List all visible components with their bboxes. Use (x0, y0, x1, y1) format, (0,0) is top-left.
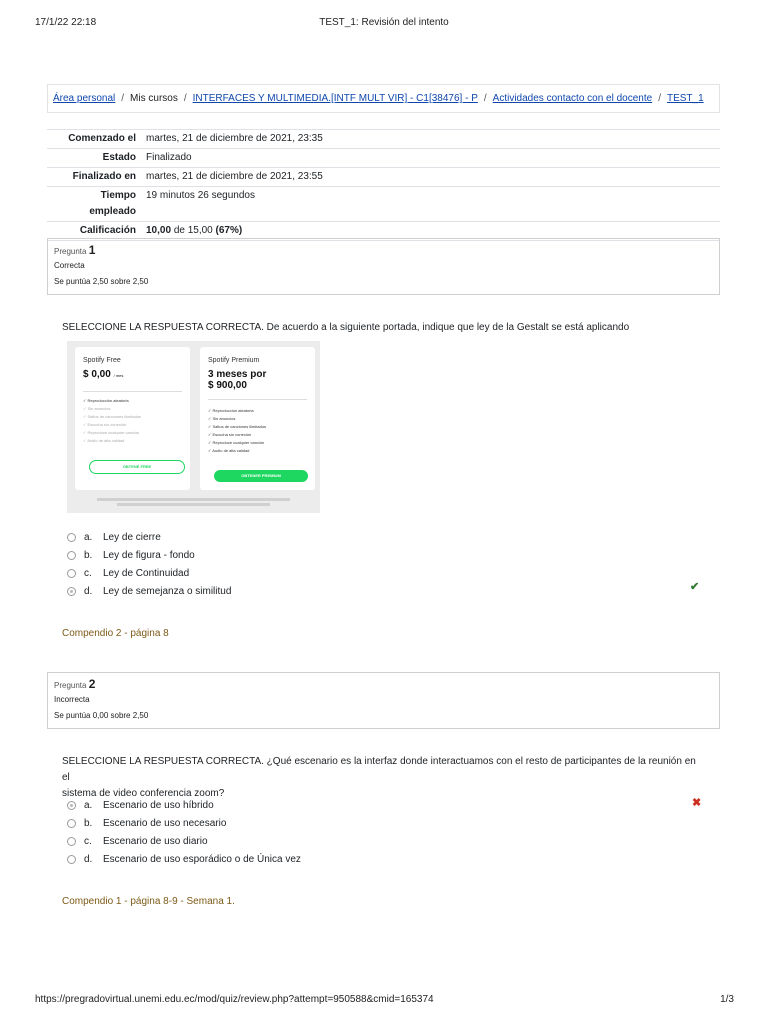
answer-options-2 (67, 796, 301, 868)
question-status: Correcta (54, 261, 85, 270)
question-feedback-2: Compendio 1 - página 8-9 - Semana 1. (62, 896, 235, 907)
breadcrumb-separator: / (183, 93, 187, 104)
option-text: Escenario de uso necesario (103, 817, 227, 829)
breadcrumb-my-courses: Mis cursos (130, 93, 178, 104)
print-header (0, 17, 768, 31)
check-icon: ✔ (690, 581, 700, 593)
option-text: Escenario de uso híbrido (103, 799, 214, 811)
print-date: 17/1/22 22:18 (35, 17, 97, 28)
feature-item: ✓ Sin anuncios (83, 405, 141, 413)
get-free-button: OBTENÉ FREE (89, 460, 185, 474)
image-fine-print-decoration (87, 496, 300, 508)
feature-item: ✓ Audio de alta calidad (208, 447, 266, 455)
card-divider (208, 399, 307, 400)
question-score: Se puntúa 2,50 sobre 2,50 (54, 277, 149, 286)
question-score: Se puntúa 0,00 sobre 2,50 (54, 711, 149, 720)
summary-value: martes, 21 de diciembre de 2021, 23:35 (146, 133, 323, 144)
answer-option[interactable] (67, 546, 231, 564)
option-letter: b. (84, 549, 93, 561)
grade-of: de 15,00 (173, 225, 213, 236)
breadcrumb-home-link[interactable]: Área personal (53, 93, 116, 104)
price-line: 3 meses por (208, 369, 267, 380)
question-text-line: sistema de video conferencia zoom? (62, 788, 225, 799)
summary-label: Finalizado en (72, 171, 136, 182)
summary-value (146, 223, 242, 239)
question-prefix: Pregunta (54, 247, 87, 256)
summary-label-line: Tiempo (100, 190, 136, 201)
answer-option[interactable] (67, 832, 301, 850)
spotify-premium-card (200, 347, 315, 490)
summary-label: Calificación (79, 225, 136, 236)
breadcrumb-section-link[interactable]: Actividades contacto con el docente (492, 93, 653, 104)
radio-button[interactable] (67, 819, 76, 828)
summary-row-finished (47, 168, 720, 187)
radio-button[interactable] (67, 569, 76, 578)
question-prefix: Pregunta (54, 681, 87, 690)
cross-icon: ✖ (692, 797, 702, 809)
grade-percent: (67%) (215, 225, 243, 236)
option-letter: c. (84, 567, 92, 579)
summary-label: Estado (102, 152, 136, 163)
radio-button-selected[interactable] (67, 801, 76, 810)
option-letter: d. (84, 853, 93, 865)
summary-row-started (47, 130, 720, 149)
answer-option[interactable] (67, 850, 301, 868)
grade-score: 10,00 (146, 225, 172, 236)
question-text-2 (62, 754, 702, 802)
price-line: $ 900,00 (208, 380, 247, 391)
breadcrumb-quiz-link[interactable]: TEST_1 (666, 93, 704, 104)
summary-value: 19 minutos 26 segundos (146, 190, 255, 201)
feature-item: ✓ Reproducción aleatoria (208, 407, 266, 415)
price-value: $ 0,00 (83, 369, 111, 380)
option-letter: a. (84, 799, 93, 811)
option-text: Ley de Continuidad (103, 567, 190, 579)
radio-button-selected[interactable] (67, 587, 76, 596)
option-letter: a. (84, 531, 93, 543)
question-number-value: 1 (88, 243, 96, 257)
feature-item: ✓ Reproduce cualquier canción (83, 429, 141, 437)
question-number-value: 2 (88, 677, 96, 691)
feature-item: ✓ Audio de alta calidad (83, 437, 141, 445)
plan-price (83, 369, 123, 381)
answer-option-selected[interactable] (67, 796, 301, 814)
feature-item: ✓ Escucha sin conexión (208, 431, 266, 439)
answer-options-1 (67, 528, 231, 600)
answer-option[interactable] (67, 564, 231, 582)
option-text: Ley de cierre (103, 531, 161, 543)
plan-name: Spotify Premium (208, 357, 260, 364)
option-letter: d. (84, 585, 93, 597)
option-text: Ley de semejanza o similitud (103, 585, 232, 597)
option-text: Escenario de uso esporádico o de Única vez (103, 853, 301, 865)
question-feedback-1: Compendio 2 - página 8 (62, 628, 169, 639)
question-number (54, 676, 719, 692)
feature-item: ✓ Escucha sin conexión (83, 421, 141, 429)
summary-value: martes, 21 de diciembre de 2021, 23:55 (146, 171, 323, 182)
radio-button[interactable] (67, 551, 76, 560)
answer-option[interactable] (67, 814, 301, 832)
answer-option-selected[interactable] (67, 582, 231, 600)
attempt-summary-table (47, 129, 720, 241)
spotify-free-card (75, 347, 190, 490)
breadcrumb-separator: / (658, 93, 661, 104)
breadcrumb (47, 84, 720, 113)
summary-row-state (47, 149, 720, 168)
radio-button[interactable] (67, 533, 76, 542)
free-feature-list (83, 397, 141, 445)
summary-label-line: empleado (89, 206, 136, 217)
summary-label: Comenzado el (68, 133, 136, 144)
option-text: Escenario de uso diario (103, 835, 208, 847)
summary-value: Finalizado (146, 152, 192, 163)
price-period: / mes (113, 373, 124, 378)
question-text-1: SELECCIONE LA RESPUESTA CORRECTA. De acuerdo a la siguiente portada, indique que ley de la Gestalt se está aplicando (62, 322, 630, 333)
plan-name: Spotify Free (83, 357, 121, 364)
print-footer (0, 994, 768, 1008)
print-page-number: 1/3 (720, 994, 734, 1005)
card-divider (83, 391, 182, 392)
feature-item: ✓ Reproduce cualquier canción (208, 439, 266, 447)
print-url: https://pregradovirtual.unemi.edu.ec/mod/quiz/review.php?attempt=950588&cmid=165374 (35, 994, 434, 1005)
option-letter: b. (84, 817, 93, 829)
summary-label (47, 188, 146, 220)
question-text-line: SELECCIONE LA RESPUESTA CORRECTA. ¿Qué escenario es la interfaz donde interactuamos con el resto de participantes de la reunión en el (62, 756, 696, 783)
answer-option[interactable] (67, 528, 231, 546)
radio-button[interactable] (67, 855, 76, 864)
premium-feature-list (208, 407, 266, 455)
question-info-2 (47, 672, 720, 729)
feature-item: ✓ Saltos de canciones ilimitados (83, 413, 141, 421)
breadcrumb-separator: / (483, 93, 487, 104)
question-image-spotify-plans (67, 341, 320, 513)
breadcrumb-course-link[interactable]: INTERFACES Y MULTIMEDIA.[INTF MULT VIR] - C1[38476] - P (192, 93, 478, 104)
radio-button[interactable] (67, 837, 76, 846)
question-status: Incorrecta (54, 695, 90, 704)
question-number (54, 242, 719, 258)
option-text: Ley de figura - fondo (103, 549, 195, 561)
plan-price (208, 369, 266, 391)
feature-item: ✓ Sin anuncios (208, 415, 266, 423)
option-letter: c. (84, 835, 92, 847)
feature-item: ✓ Saltos de canciones ilimitados (208, 423, 266, 431)
summary-row-time (47, 187, 720, 222)
question-info-1 (47, 238, 720, 295)
print-title: TEST_1: Revisión del intento (319, 17, 449, 28)
feature-item: ✓ Reproducción aleatoria (83, 397, 141, 405)
get-premium-button: OBTENER PREMIUM (214, 470, 308, 482)
breadcrumb-separator: / (121, 93, 125, 104)
